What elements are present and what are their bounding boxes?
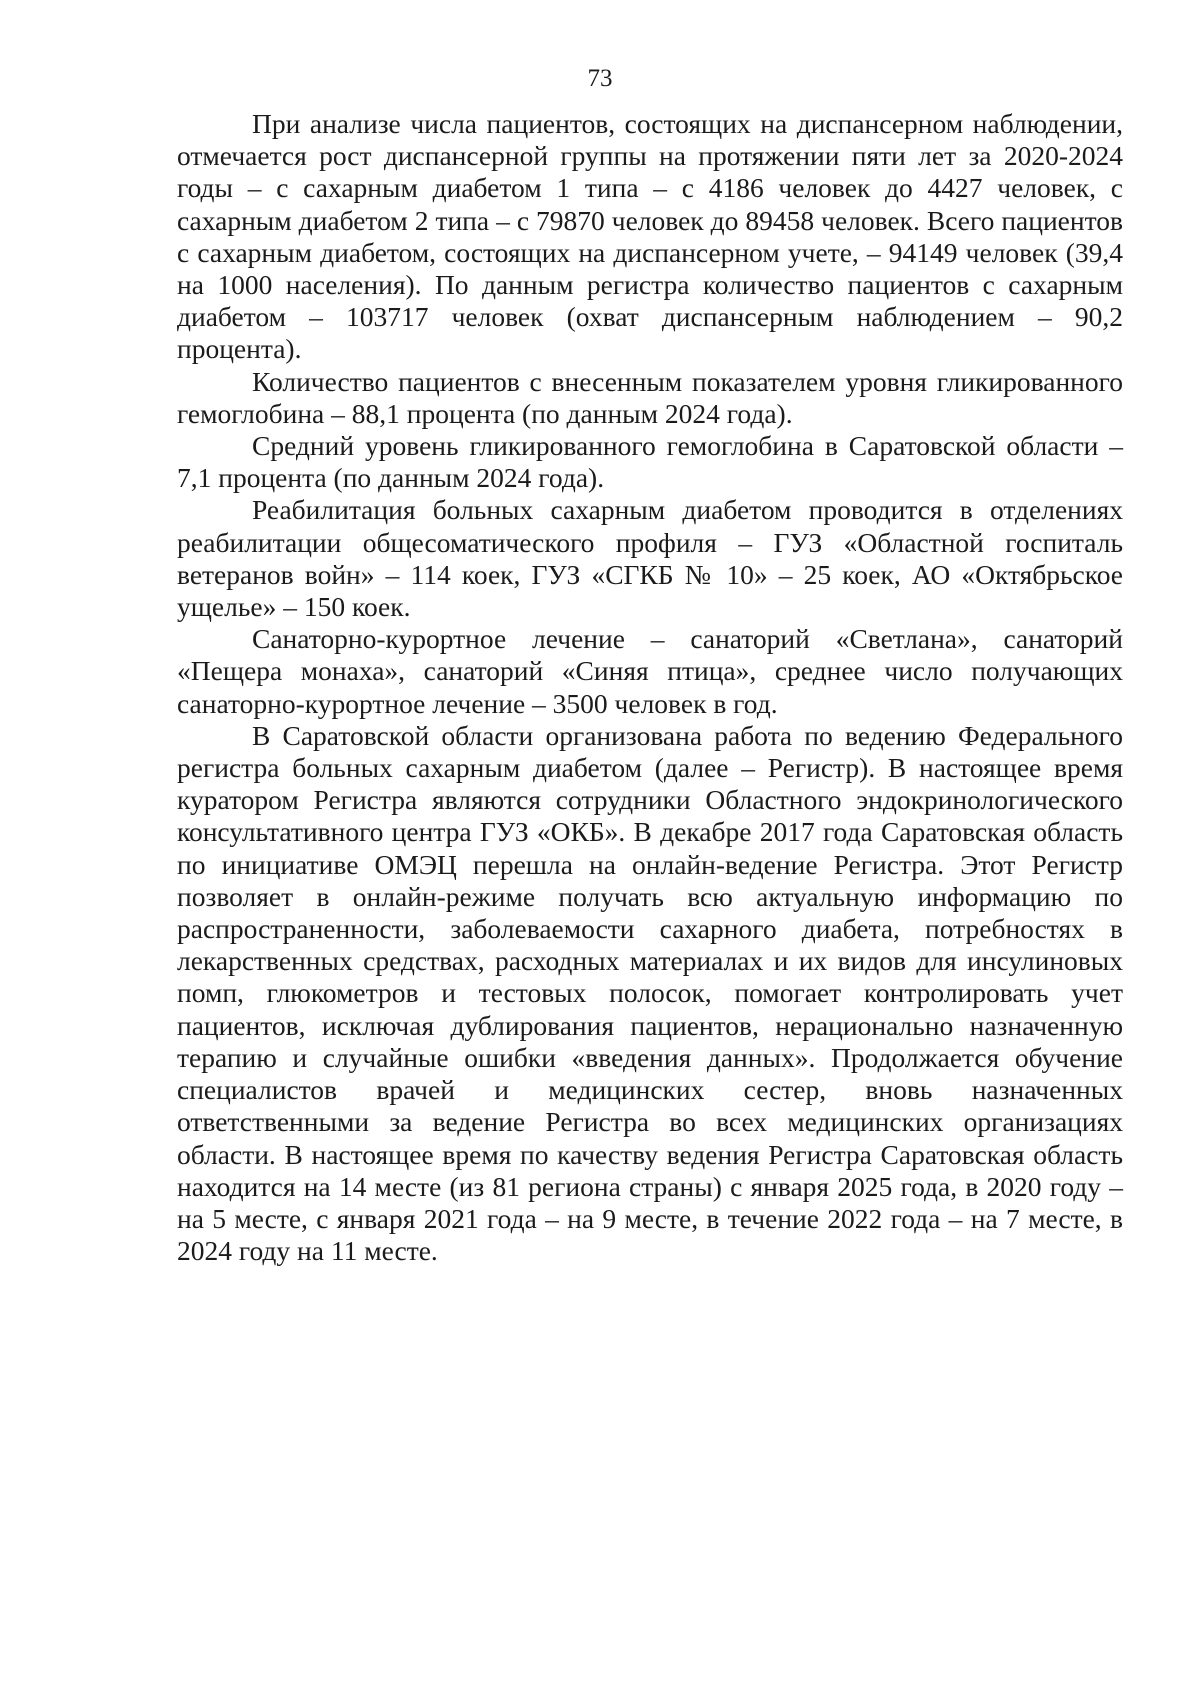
paragraph-registry: В Саратовской области организована работа по ведению Федерального регистра больных сахарным диабетом (далее – Регистр). В настоящее время куратором Регистра являются сотрудники Областного эндокринологического консультативного центра ГУЗ «ОКБ». В декабре 2017 года Саратовская область по инициативе ОМЭЦ перешла на онлайн-ведение Регистра. Этот Регистр позволяет в онлайн-режиме получать всю актуальную информацию по распространенности, заболеваемости сахарного диабета, потребностях в лекарственных средствах, расходных материалах и их видов для инсулиновых помп, глюкометров и тестовых полосок, помогает контролировать учет пациентов, исключая дублирования пациентов, нерационально назначенную терапию и случайные ошибки «введения данных». Продолжается обучение специалистов врачей и медицинских сестер, вновь назначенных ответственными за ведение Регистра во всех медицинских организациях области. В настоящее время по качеству ведения Регистра Саратовская область находится на 14 месте (из 81 региона страны) с января 2025 года, в 2020 году – на 5 месте, с января 2021 года – на 9 месте, в течение 2022 года – на 7 месте, в 2024 году на 11 месте.	[177, 719, 1123, 1267]
paragraph-sanatorium: Санаторно-курортное лечение – санаторий «Светлана», санаторий «Пещера монаха», санаторий «Синяя птица», среднее число получающих санаторно-курортное лечение – 3500 человек в год.	[177, 623, 1123, 719]
paragraph-hba1c-coverage: Количество пациентов с внесенным показателем уровня гликированного гемоглобина – 88,1 процента (по данным 2024 года).	[177, 365, 1123, 429]
page-number: 73	[587, 65, 613, 92]
paragraph-rehabilitation: Реабилитация больных сахарным диабетом проводится в отделениях реабилитации общесоматического профиля – ГУЗ «Областной госпиталь ветеранов войн» – 114 коек, ГУЗ «СГКБ № 10» – 25 коек, АО «Октябрьское ущелье» – 150 коек.	[177, 494, 1123, 623]
document-body	[177, 108, 1123, 1267]
paragraph-dispensary-group: При анализе числа пациентов, состоящих на диспансерном наблюдении, отмечается рост диспансерной группы на протяжении пяти лет за 2020-2024 годы – с сахарным диабетом 1 типа – с 4186 человек до 4427 человек, с сахарным диабетом 2 типа – с 79870 человек до 89458 человек. Всего пациентов с сахарным диабетом, состоящих на диспансерном учете, – 94149 человек (39,4 на 1000 населения). По данным регистра количество пациентов с сахарным диабетом – 103717 человек (охват диспансерным наблюдением – 90,2 процента).	[177, 108, 1123, 365]
paragraph-hba1c-average: Средний уровень гликированного гемоглобина в Саратовской области – 7,1 процента (по данным 2024 года).	[177, 430, 1123, 494]
